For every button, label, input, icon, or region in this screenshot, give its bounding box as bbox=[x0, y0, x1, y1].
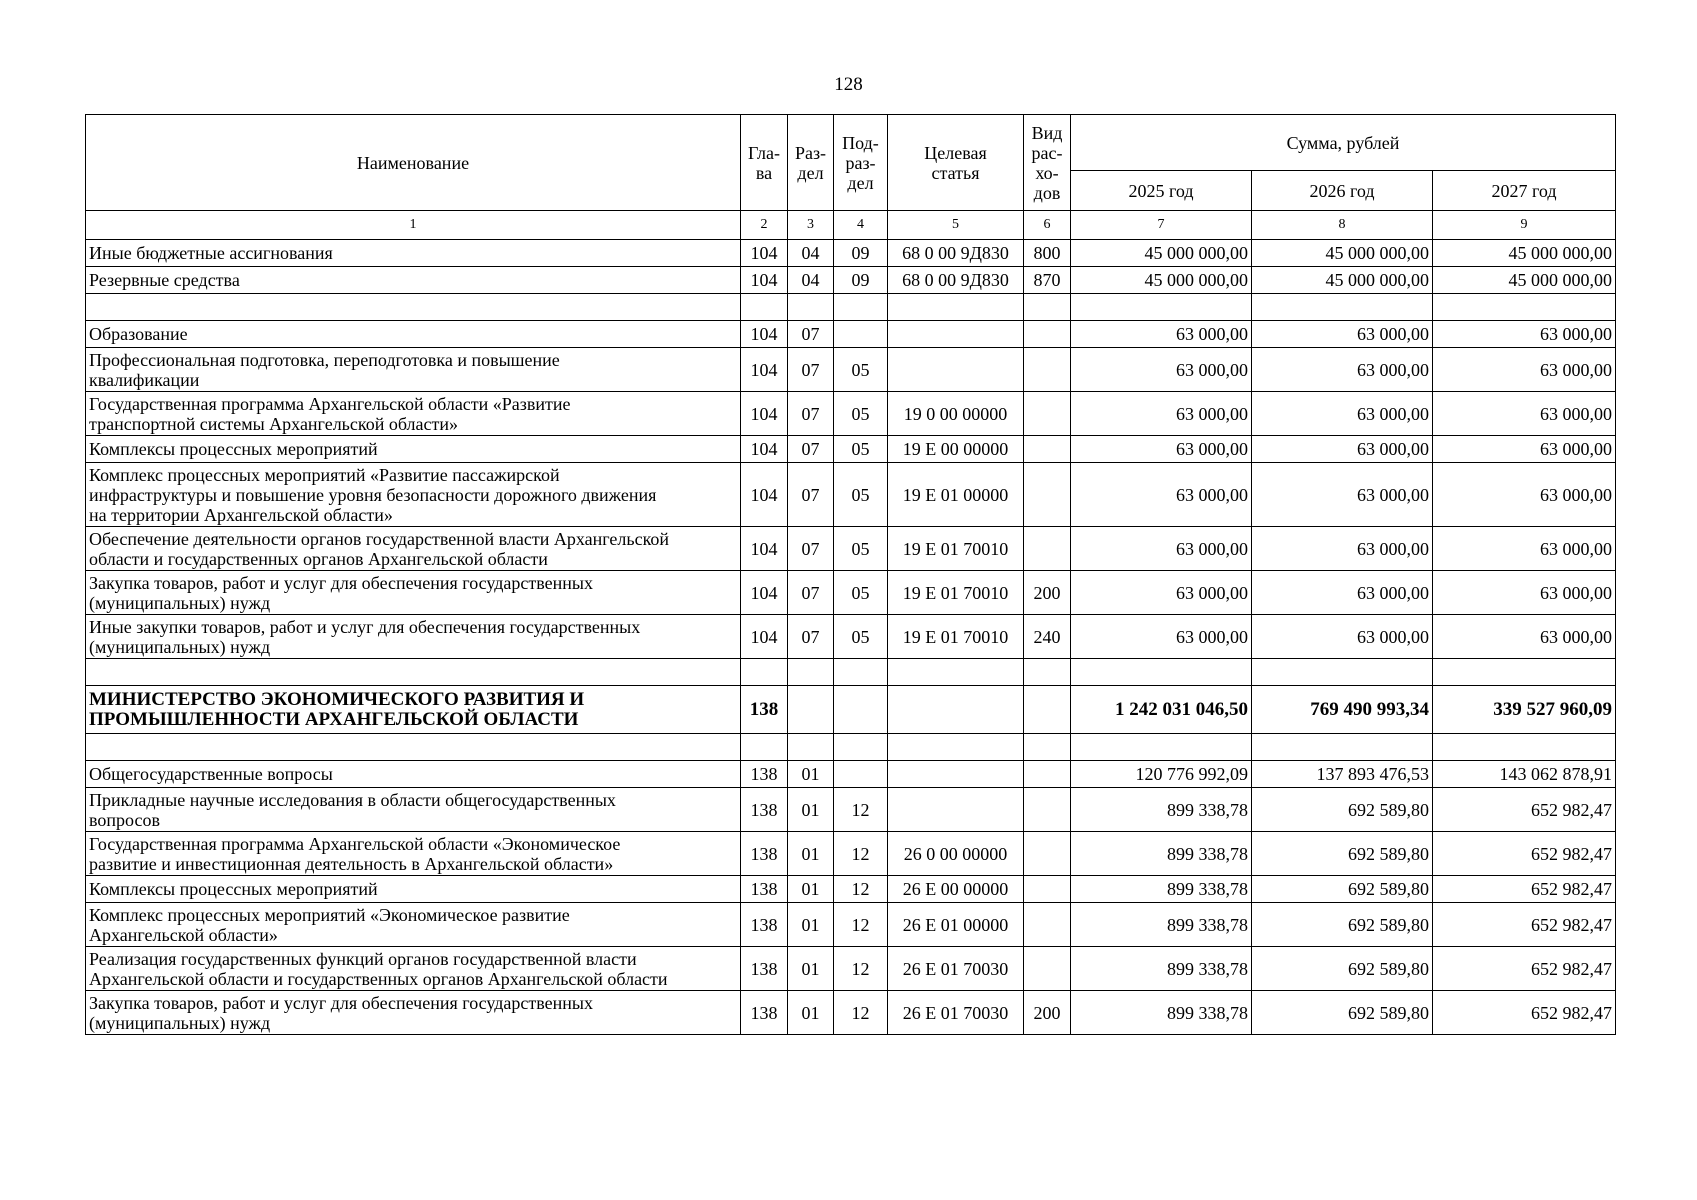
row-razdel-cell: 07 bbox=[788, 615, 834, 659]
row-sum-2025-cell: 899 338,78 bbox=[1071, 903, 1252, 947]
row-celevaya-statya-cell bbox=[888, 686, 1024, 734]
row-celevaya-statya-cell: 26 Е 00 00000 bbox=[888, 876, 1024, 903]
row-celevaya-statya-cell bbox=[888, 761, 1024, 788]
row-sum-2026-cell: 692 589,80 bbox=[1252, 788, 1433, 832]
row-celevaya-statya-cell: 26 Е 01 00000 bbox=[888, 903, 1024, 947]
row-sum-2025-cell: 63 000,00 bbox=[1071, 463, 1252, 527]
row-podrazdel-cell: 12 bbox=[834, 991, 888, 1035]
table-row bbox=[86, 876, 1616, 903]
row-glava-cell: 104 bbox=[741, 527, 788, 571]
row-sum-2026-cell: 45 000 000,00 bbox=[1252, 240, 1433, 267]
row-razdel-cell: 01 bbox=[788, 876, 834, 903]
empty-cell bbox=[1071, 734, 1252, 761]
row-sum-2025-cell: 63 000,00 bbox=[1071, 571, 1252, 615]
empty-cell bbox=[1024, 294, 1071, 321]
row-name-cell: Закупка товаров, работ и услуг для обеспечения государственных (муниципальных) нужд bbox=[86, 571, 741, 615]
row-podrazdel-cell: 05 bbox=[834, 571, 888, 615]
row-sum-2027-cell: 63 000,00 bbox=[1433, 463, 1616, 527]
column-numbers-row bbox=[86, 211, 1616, 240]
empty-cell bbox=[1071, 294, 1252, 321]
row-razdel-cell: 01 bbox=[788, 947, 834, 991]
row-glava-cell: 104 bbox=[741, 571, 788, 615]
row-sum-2027-cell: 63 000,00 bbox=[1433, 321, 1616, 348]
row-sum-2027-cell: 45 000 000,00 bbox=[1433, 240, 1616, 267]
header-name: Наименование bbox=[86, 115, 741, 211]
row-razdel-cell: 01 bbox=[788, 761, 834, 788]
row-sum-2027-cell: 45 000 000,00 bbox=[1433, 267, 1616, 294]
row-name-cell: Комплекс процессных мероприятий «Экономическое развитие Архангельской области» bbox=[86, 903, 741, 947]
row-sum-2026-cell: 45 000 000,00 bbox=[1252, 267, 1433, 294]
row-sum-2026-cell: 692 589,80 bbox=[1252, 991, 1433, 1035]
row-sum-2027-cell: 63 000,00 bbox=[1433, 571, 1616, 615]
header-vid-rashodov: Вид рас- хо- дов bbox=[1024, 115, 1071, 211]
column-number: 1 bbox=[86, 211, 741, 240]
column-number: 2 bbox=[741, 211, 788, 240]
row-glava-cell: 104 bbox=[741, 240, 788, 267]
row-name-cell: Комплексы процессных мероприятий bbox=[86, 876, 741, 903]
row-celevaya-statya-cell: 26 0 00 00000 bbox=[888, 832, 1024, 876]
table-row bbox=[86, 571, 1616, 615]
table-row bbox=[86, 527, 1616, 571]
row-sum-2026-cell: 63 000,00 bbox=[1252, 463, 1433, 527]
row-sum-2027-cell: 143 062 878,91 bbox=[1433, 761, 1616, 788]
row-celevaya-statya-cell: 19 Е 01 70010 bbox=[888, 615, 1024, 659]
row-name-cell: Образование bbox=[86, 321, 741, 348]
row-name-cell: Иные закупки товаров, работ и услуг для обеспечения государственных (муниципальных) нужд bbox=[86, 615, 741, 659]
row-name-cell: Комплекс процессных мероприятий «Развитие пассажирской инфраструктуры и повышение уровня безопасности дорожного движения на территории Архангельской области» bbox=[86, 463, 741, 527]
row-name-cell: Обеспечение деятельности органов государственной власти Архангельской области и государственных органов Архангельской области bbox=[86, 527, 741, 571]
empty-cell bbox=[834, 734, 888, 761]
row-podrazdel-cell: 05 bbox=[834, 348, 888, 392]
row-sum-2025-cell: 45 000 000,00 bbox=[1071, 267, 1252, 294]
row-sum-2026-cell: 692 589,80 bbox=[1252, 947, 1433, 991]
row-razdel-cell: 07 bbox=[788, 571, 834, 615]
empty-cell bbox=[788, 734, 834, 761]
table-row bbox=[86, 686, 1616, 734]
row-glava-cell: 138 bbox=[741, 876, 788, 903]
row-sum-2025-cell: 63 000,00 bbox=[1071, 436, 1252, 463]
row-name-cell: Государственная программа Архангельской области «Развитие транспортной системы Архангельской области» bbox=[86, 392, 741, 436]
row-sum-2027-cell: 652 982,47 bbox=[1433, 876, 1616, 903]
row-name-cell: Закупка товаров, работ и услуг для обеспечения государственных (муниципальных) нужд bbox=[86, 991, 741, 1035]
row-sum-2026-cell: 692 589,80 bbox=[1252, 832, 1433, 876]
row-sum-2025-cell: 63 000,00 bbox=[1071, 615, 1252, 659]
row-podrazdel-cell: 12 bbox=[834, 876, 888, 903]
column-number: 8 bbox=[1252, 211, 1433, 240]
row-podrazdel-cell: 09 bbox=[834, 267, 888, 294]
row-sum-2027-cell: 652 982,47 bbox=[1433, 991, 1616, 1035]
row-razdel-cell: 07 bbox=[788, 527, 834, 571]
row-vid-rashodov-cell bbox=[1024, 788, 1071, 832]
row-sum-2025-cell: 899 338,78 bbox=[1071, 832, 1252, 876]
row-sum-2026-cell: 769 490 993,34 bbox=[1252, 686, 1433, 734]
row-celevaya-statya-cell: 19 Е 01 70010 bbox=[888, 571, 1024, 615]
row-sum-2027-cell: 63 000,00 bbox=[1433, 392, 1616, 436]
empty-cell bbox=[1071, 659, 1252, 686]
row-name-cell: МИНИСТЕРСТВО ЭКОНОМИЧЕСКОГО РАЗВИТИЯ И ПРОМЫШЛЕННОСТИ АРХАНГЕЛЬСКОЙ ОБЛАСТИ bbox=[86, 686, 741, 734]
empty-cell bbox=[888, 734, 1024, 761]
row-vid-rashodov-cell bbox=[1024, 392, 1071, 436]
header-2026: 2026 год bbox=[1252, 171, 1433, 211]
empty-cell bbox=[86, 659, 741, 686]
table-row bbox=[86, 348, 1616, 392]
table-row-empty bbox=[86, 734, 1616, 761]
row-sum-2027-cell: 63 000,00 bbox=[1433, 527, 1616, 571]
row-glava-cell: 138 bbox=[741, 761, 788, 788]
row-vid-rashodov-cell bbox=[1024, 761, 1071, 788]
row-vid-rashodov-cell: 800 bbox=[1024, 240, 1071, 267]
row-sum-2026-cell: 63 000,00 bbox=[1252, 571, 1433, 615]
row-sum-2027-cell: 63 000,00 bbox=[1433, 348, 1616, 392]
row-celevaya-statya-cell bbox=[888, 788, 1024, 832]
row-podrazdel-cell: 05 bbox=[834, 436, 888, 463]
row-razdel-cell: 04 bbox=[788, 267, 834, 294]
table-row-empty bbox=[86, 659, 1616, 686]
row-sum-2025-cell: 899 338,78 bbox=[1071, 788, 1252, 832]
table-row-empty bbox=[86, 294, 1616, 321]
row-vid-rashodov-cell bbox=[1024, 903, 1071, 947]
row-podrazdel-cell bbox=[834, 761, 888, 788]
row-glava-cell: 138 bbox=[741, 686, 788, 734]
empty-cell bbox=[888, 659, 1024, 686]
row-glava-cell: 104 bbox=[741, 436, 788, 463]
row-razdel-cell: 04 bbox=[788, 240, 834, 267]
empty-cell bbox=[1433, 294, 1616, 321]
row-sum-2027-cell: 63 000,00 bbox=[1433, 436, 1616, 463]
row-sum-2025-cell: 120 776 992,09 bbox=[1071, 761, 1252, 788]
row-sum-2027-cell: 652 982,47 bbox=[1433, 947, 1616, 991]
row-glava-cell: 104 bbox=[741, 463, 788, 527]
row-razdel-cell: 01 bbox=[788, 788, 834, 832]
row-sum-2026-cell: 692 589,80 bbox=[1252, 903, 1433, 947]
row-glava-cell: 104 bbox=[741, 615, 788, 659]
row-sum-2027-cell: 63 000,00 bbox=[1433, 615, 1616, 659]
row-sum-2026-cell: 63 000,00 bbox=[1252, 321, 1433, 348]
row-sum-2025-cell: 63 000,00 bbox=[1071, 527, 1252, 571]
header-summa: Сумма, рублей bbox=[1071, 115, 1616, 171]
row-podrazdel-cell: 12 bbox=[834, 788, 888, 832]
row-sum-2027-cell: 652 982,47 bbox=[1433, 832, 1616, 876]
row-glava-cell: 138 bbox=[741, 788, 788, 832]
row-podrazdel-cell: 05 bbox=[834, 615, 888, 659]
empty-cell bbox=[741, 294, 788, 321]
table-row bbox=[86, 240, 1616, 267]
row-vid-rashodov-cell bbox=[1024, 527, 1071, 571]
empty-cell bbox=[741, 659, 788, 686]
table-row bbox=[86, 788, 1616, 832]
row-sum-2026-cell: 63 000,00 bbox=[1252, 615, 1433, 659]
row-celevaya-statya-cell: 19 Е 00 00000 bbox=[888, 436, 1024, 463]
empty-cell bbox=[788, 294, 834, 321]
row-name-cell: Государственная программа Архангельской области «Экономическое развитие и инвестиционная деятельность в Архангельской области» bbox=[86, 832, 741, 876]
empty-cell bbox=[86, 734, 741, 761]
row-razdel-cell: 01 bbox=[788, 832, 834, 876]
row-name-cell: Комплексы процессных мероприятий bbox=[86, 436, 741, 463]
row-sum-2026-cell: 692 589,80 bbox=[1252, 876, 1433, 903]
row-celevaya-statya-cell: 19 Е 01 70010 bbox=[888, 527, 1024, 571]
row-podrazdel-cell: 09 bbox=[834, 240, 888, 267]
row-vid-rashodov-cell bbox=[1024, 436, 1071, 463]
row-name-cell: Прикладные научные исследования в области общегосударственных вопросов bbox=[86, 788, 741, 832]
row-name-cell: Реализация государственных функций органов государственной власти Архангельской области и государственных органов Архангельской области bbox=[86, 947, 741, 991]
row-razdel-cell: 07 bbox=[788, 436, 834, 463]
empty-cell bbox=[834, 659, 888, 686]
row-sum-2025-cell: 899 338,78 bbox=[1071, 947, 1252, 991]
table-row bbox=[86, 267, 1616, 294]
row-sum-2025-cell: 899 338,78 bbox=[1071, 876, 1252, 903]
table-row bbox=[86, 947, 1616, 991]
row-podrazdel-cell: 05 bbox=[834, 463, 888, 527]
table-row bbox=[86, 392, 1616, 436]
table-row bbox=[86, 463, 1616, 527]
column-number: 3 bbox=[788, 211, 834, 240]
row-podrazdel-cell: 05 bbox=[834, 527, 888, 571]
table-row bbox=[86, 615, 1616, 659]
table-row bbox=[86, 436, 1616, 463]
row-razdel-cell: 07 bbox=[788, 392, 834, 436]
row-glava-cell: 104 bbox=[741, 348, 788, 392]
row-sum-2025-cell: 45 000 000,00 bbox=[1071, 240, 1252, 267]
row-sum-2025-cell: 63 000,00 bbox=[1071, 348, 1252, 392]
row-glava-cell: 138 bbox=[741, 903, 788, 947]
row-glava-cell: 138 bbox=[741, 947, 788, 991]
header-celevaya-statya: Целевая статья bbox=[888, 115, 1024, 211]
empty-cell bbox=[86, 294, 741, 321]
row-celevaya-statya-cell bbox=[888, 348, 1024, 392]
row-podrazdel-cell bbox=[834, 686, 888, 734]
row-podrazdel-cell: 12 bbox=[834, 903, 888, 947]
row-razdel-cell: 01 bbox=[788, 903, 834, 947]
header-2025: 2025 год bbox=[1071, 171, 1252, 211]
row-razdel-cell bbox=[788, 686, 834, 734]
table-row bbox=[86, 991, 1616, 1035]
row-razdel-cell: 07 bbox=[788, 348, 834, 392]
row-vid-rashodov-cell bbox=[1024, 947, 1071, 991]
empty-cell bbox=[1433, 659, 1616, 686]
row-name-cell: Резервные средства bbox=[86, 267, 741, 294]
empty-cell bbox=[1252, 659, 1433, 686]
row-sum-2027-cell: 652 982,47 bbox=[1433, 788, 1616, 832]
row-sum-2025-cell: 63 000,00 bbox=[1071, 321, 1252, 348]
empty-cell bbox=[1024, 734, 1071, 761]
table-row bbox=[86, 321, 1616, 348]
row-celevaya-statya-cell: 26 Е 01 70030 bbox=[888, 991, 1024, 1035]
column-number: 4 bbox=[834, 211, 888, 240]
row-razdel-cell: 07 bbox=[788, 321, 834, 348]
row-celevaya-statya-cell bbox=[888, 321, 1024, 348]
row-sum-2026-cell: 63 000,00 bbox=[1252, 436, 1433, 463]
row-razdel-cell: 01 bbox=[788, 991, 834, 1035]
column-number: 5 bbox=[888, 211, 1024, 240]
header-podrazdel: Под- раз- дел bbox=[834, 115, 888, 211]
row-podrazdel-cell: 12 bbox=[834, 832, 888, 876]
row-glava-cell: 104 bbox=[741, 267, 788, 294]
row-celevaya-statya-cell: 26 Е 01 70030 bbox=[888, 947, 1024, 991]
row-name-cell: Общегосударственные вопросы bbox=[86, 761, 741, 788]
row-podrazdel-cell: 05 bbox=[834, 392, 888, 436]
row-celevaya-statya-cell: 19 Е 01 00000 bbox=[888, 463, 1024, 527]
empty-cell bbox=[788, 659, 834, 686]
column-number: 6 bbox=[1024, 211, 1071, 240]
row-podrazdel-cell bbox=[834, 321, 888, 348]
row-podrazdel-cell: 12 bbox=[834, 947, 888, 991]
row-glava-cell: 138 bbox=[741, 991, 788, 1035]
row-vid-rashodov-cell bbox=[1024, 876, 1071, 903]
row-vid-rashodov-cell bbox=[1024, 832, 1071, 876]
row-vid-rashodov-cell bbox=[1024, 348, 1071, 392]
row-sum-2026-cell: 63 000,00 bbox=[1252, 348, 1433, 392]
empty-cell bbox=[1433, 734, 1616, 761]
row-sum-2027-cell: 339 527 960,09 bbox=[1433, 686, 1616, 734]
budget-table bbox=[85, 114, 1616, 1035]
table-row bbox=[86, 761, 1616, 788]
empty-cell bbox=[741, 734, 788, 761]
header-2027: 2027 год bbox=[1433, 171, 1616, 211]
row-vid-rashodov-cell: 200 bbox=[1024, 571, 1071, 615]
row-vid-rashodov-cell: 200 bbox=[1024, 991, 1071, 1035]
row-sum-2027-cell: 652 982,47 bbox=[1433, 903, 1616, 947]
row-name-cell: Иные бюджетные ассигнования bbox=[86, 240, 741, 267]
row-celevaya-statya-cell: 68 0 00 9Д830 bbox=[888, 240, 1024, 267]
row-glava-cell: 138 bbox=[741, 832, 788, 876]
row-vid-rashodov-cell: 870 bbox=[1024, 267, 1071, 294]
row-vid-rashodov-cell bbox=[1024, 321, 1071, 348]
row-glava-cell: 104 bbox=[741, 321, 788, 348]
row-sum-2025-cell: 63 000,00 bbox=[1071, 392, 1252, 436]
column-number: 7 bbox=[1071, 211, 1252, 240]
empty-cell bbox=[1252, 294, 1433, 321]
row-sum-2026-cell: 63 000,00 bbox=[1252, 527, 1433, 571]
row-sum-2026-cell: 137 893 476,53 bbox=[1252, 761, 1433, 788]
row-celevaya-statya-cell: 68 0 00 9Д830 bbox=[888, 267, 1024, 294]
empty-cell bbox=[1252, 734, 1433, 761]
row-sum-2025-cell: 899 338,78 bbox=[1071, 991, 1252, 1035]
row-celevaya-statya-cell: 19 0 00 00000 bbox=[888, 392, 1024, 436]
row-glava-cell: 104 bbox=[741, 392, 788, 436]
row-sum-2025-cell: 1 242 031 046,50 bbox=[1071, 686, 1252, 734]
table-row bbox=[86, 832, 1616, 876]
header-razdel: Раз- дел bbox=[788, 115, 834, 211]
empty-cell bbox=[888, 294, 1024, 321]
page-number: 128 bbox=[834, 74, 863, 95]
empty-cell bbox=[834, 294, 888, 321]
row-vid-rashodov-cell bbox=[1024, 463, 1071, 527]
row-vid-rashodov-cell bbox=[1024, 686, 1071, 734]
row-sum-2026-cell: 63 000,00 bbox=[1252, 392, 1433, 436]
empty-cell bbox=[1024, 659, 1071, 686]
row-name-cell: Профессиональная подготовка, переподготовка и повышение квалификации bbox=[86, 348, 741, 392]
row-vid-rashodov-cell: 240 bbox=[1024, 615, 1071, 659]
column-number: 9 bbox=[1433, 211, 1616, 240]
row-razdel-cell: 07 bbox=[788, 463, 834, 527]
header-glava: Гла- ва bbox=[741, 115, 788, 211]
table-row bbox=[86, 903, 1616, 947]
